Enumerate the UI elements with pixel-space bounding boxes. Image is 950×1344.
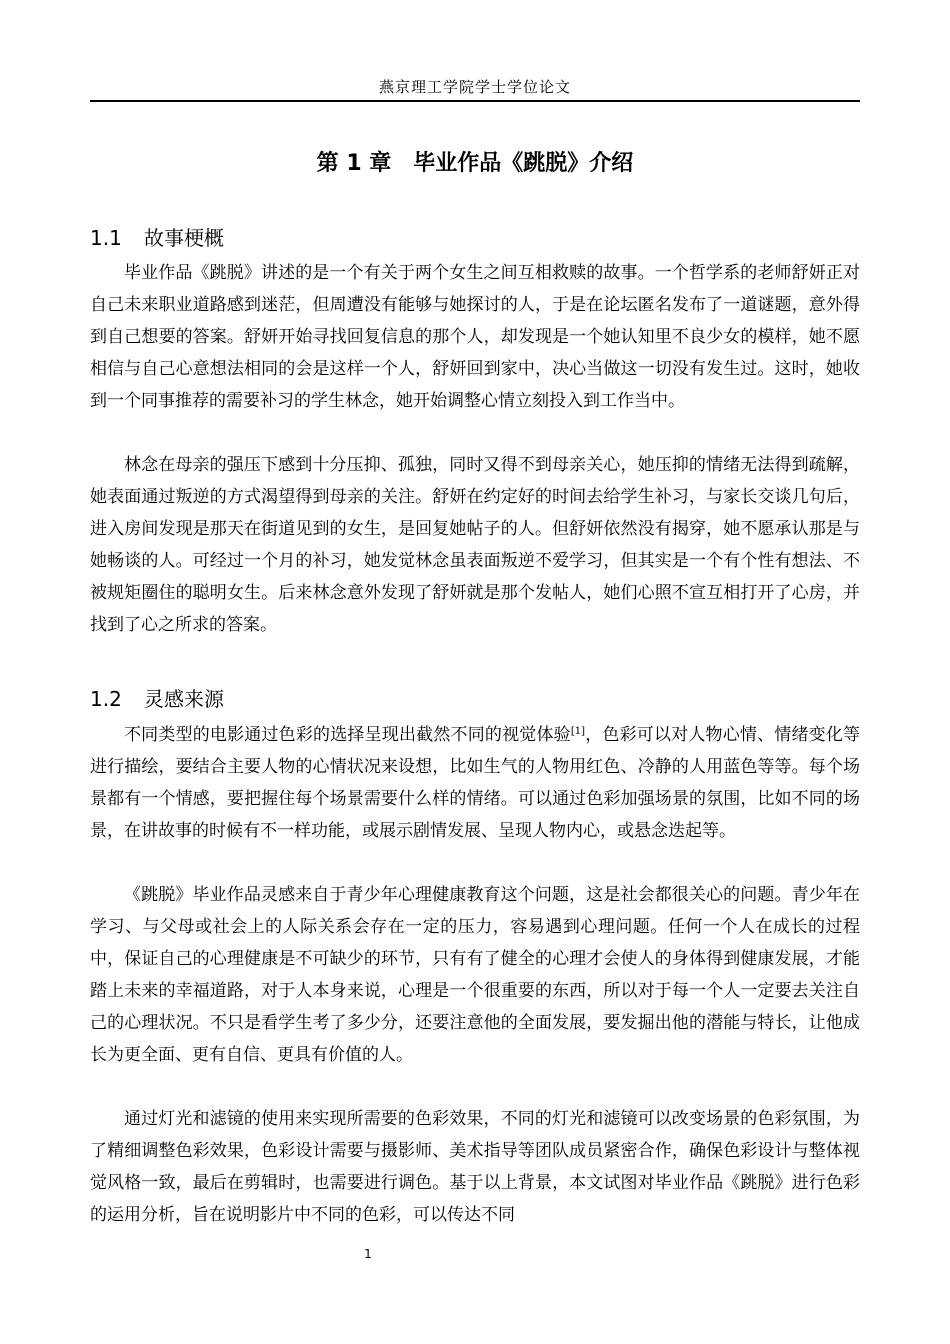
running-header: 燕京理工学院学士学位论文 [378, 78, 571, 96]
section-number: 1.1 [90, 226, 122, 250]
section-heading-1-2 [90, 683, 224, 712]
header-rule [90, 100, 860, 102]
section-title: 故事梗概 [144, 226, 224, 250]
paragraph: 通过灯光和滤镜的使用来实现所需要的色彩效果，不同的灯光和滤镜可以改变场景的色彩氛围，为了精细调整色彩效果，色彩设计需要与摄影师、美术指导等团队成员紧密合作，确保色彩设计与整体视觉风格一致，最后在剪辑时，也需要进行调色。基于以上背景，本文试图对毕业作品《跳脱》进行色彩的运用分析，旨在说明影片中不同的色彩，可以传达不同 [90, 1109, 860, 1225]
section-heading-1-1 [90, 222, 224, 251]
paragraph: 林念在母亲的强压下感到十分压抑、孤独，同时又得不到母亲关心，她压抑的情绪无法得到疏解，她表面通过叛逆的方式渴望得到母亲的关注。舒妍在约定好的时间去给学生补习，与家长交谈几句后，进入房间发现是那天在街道见到的女生，是回复她帖子的人。但舒妍依然没有揭穿，她不愿承认那是与她畅谈的人。可经过一个月的补习，她发觉林念虽表面叛逆不爱学习，但其实是一个有个性有想法、不被规矩圈住的聪明女生。后来林念意外发现了舒妍就是那个发帖人，她们心照不宣互相打开了心房，并找到了心之所求的答案。 [90, 455, 860, 635]
paragraph: 不同类型的电影通过色彩的选择呈现出截然不同的视觉体验[1]，色彩可以对人物心情、情绪变化等进行描绘，要结合主要人物的心情状况来设想，比如生气的人物用红色、冷静的人用蓝色等等。每个场景都有一个情感，要把握住每个场景需要什么样的情绪。可以通过色彩加强场景的氛围，比如不同的场景，在讲故事的时候有不一样功能，或展示剧情发展、呈现人物内心，或悬念迭起等。 [90, 725, 861, 841]
chapter-title: 第 1 章 毕业作品《跳脱》介绍 [316, 151, 634, 176]
paragraph: 毕业作品《跳脱》讲述的是一个有关于两个女生之间互相救赎的故事。一个哲学系的老师舒妍正对自己未来职业道路感到迷茫，但周遭没有能够与她探讨的人，于是在论坛匿名发布了一道谜题，意外得到自己想要的答案。舒妍开始寻找回复信息的那个人，却发现是一个她认知里不良少女的模样，她不愿相信与自己心意想法相同的会是这样一个人，舒妍回到家中，决心当做这一切没有发生过。这时，她收到一个同事推荐的需要补习的学生林念，她开始调整心情立刻投入到工作当中。 [90, 263, 860, 411]
page-number: 1 [364, 1247, 372, 1261]
section-number: 1.2 [90, 687, 122, 711]
paragraph: 《跳脱》毕业作品灵感来自于青少年心理健康教育这个问题，这是社会都很关心的问题。青少年在学习、与父母或社会上的人际关系会存在一定的压力，容易遇到心理问题。任何一个人在成长的过程中，保证自己的心理健康是不可缺少的环节，只有有了健全的心理才会使人的身体得到健康发展，才能踏上未来的幸福道路，对于人本身来说，心理是一个很重要的东西，所以对于每一个人一定要去关注自己的心理状况。不只是看学生考了多少分，还要注意他的全面发展，要发掘出他的潜能与特长，让他成长为更全面、更有自信、更具有价值的人。 [90, 885, 860, 1065]
citation-reference: [1] [570, 726, 586, 737]
section-title: 灵感来源 [144, 687, 224, 711]
